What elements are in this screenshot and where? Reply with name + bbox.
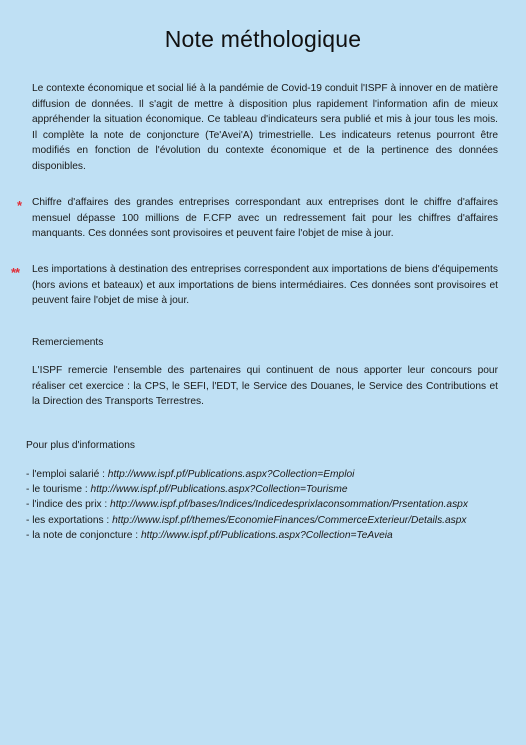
note2-paragraph: Les importations à destination des entreprises correspondent aux importations de biens d'équipements (hors avions et bateaux) et aux importations de biens intermédiaires. Ces données sont provisoires et peuvent faire l'objet de mise à jour. xyxy=(32,264,498,307)
intro-paragraph: Le contexte économique et social lié à la pandémie de Covid-19 conduit l'ISPF à innover en de matière diffusion de données. Il s'agit de mettre à disposition plus rapidement l'information afin de mieux appréhender la situation économique. Ce tableau d'indicateurs sera publié et mis à jour tous les mois. Il complète la note de conjoncture (Te'Avei'A) trimestrielle. Les indicateurs retenus pourront être modifiés en fonction de l'évolution du contexte économique et de la pertinence des données disponibles. xyxy=(32,83,498,172)
list-item xyxy=(26,513,506,528)
list-item xyxy=(26,497,506,512)
link-url[interactable]: http://www.ispf.pf/Publications.aspx?Collection=TeAveia xyxy=(140,529,393,541)
link-url[interactable]: http://www.ispf.pf/themes/EconomieFinances/CommerceExterieur/Details.aspx xyxy=(112,514,467,526)
link-label: - les exportations : xyxy=(26,514,113,526)
link-url[interactable]: http://www.ispf.pf/bases/Indices/Indicedesprixlaconsommation/Prsentation.aspx xyxy=(110,499,468,511)
more-info-heading: Pour plus d'informations xyxy=(26,440,135,451)
list-item xyxy=(26,467,506,482)
link-label: - l'emploi salarié : xyxy=(26,469,108,480)
note1-marker: * xyxy=(17,198,23,213)
note2-marker: ** xyxy=(11,265,20,280)
link-label: - la note de conjoncture : xyxy=(26,529,141,541)
thanks-paragraph: L'ISPF remercie l'ensemble des partenaires qui continuent de nous apporter leur concours pour réaliser cet exercice : la CPS, le SEFI, l'EDT, le Service des Douanes, le Service des Contributions et la Direction des Transports Terrestres. xyxy=(32,365,498,408)
link-label: - l'indice des prix : xyxy=(26,499,111,511)
link-label: - le tourisme : xyxy=(26,484,91,496)
page-title: Note méthologique xyxy=(164,26,362,52)
thanks-heading: Remerciements xyxy=(32,337,104,348)
link-url[interactable]: http://www.ispf.pf/Publications.aspx?Collection=Tourisme xyxy=(90,484,348,496)
list-item xyxy=(26,528,506,543)
more-info-list xyxy=(26,467,506,543)
link-url[interactable]: http://www.ispf.pf/Publications.aspx?Collection=Emploi xyxy=(107,469,355,480)
note1-paragraph: Chiffre d'affaires des grandes entreprises correspondant aux entreprises dont le chiffre d'affaires mensuel dépasse 100 millions de F.CFP avec un redressement fait pour les chiffres d'affaires manquants. Ces données sont provisoires et peuvent faire l'objet de mise à jour. xyxy=(32,197,498,240)
list-item xyxy=(26,482,506,497)
